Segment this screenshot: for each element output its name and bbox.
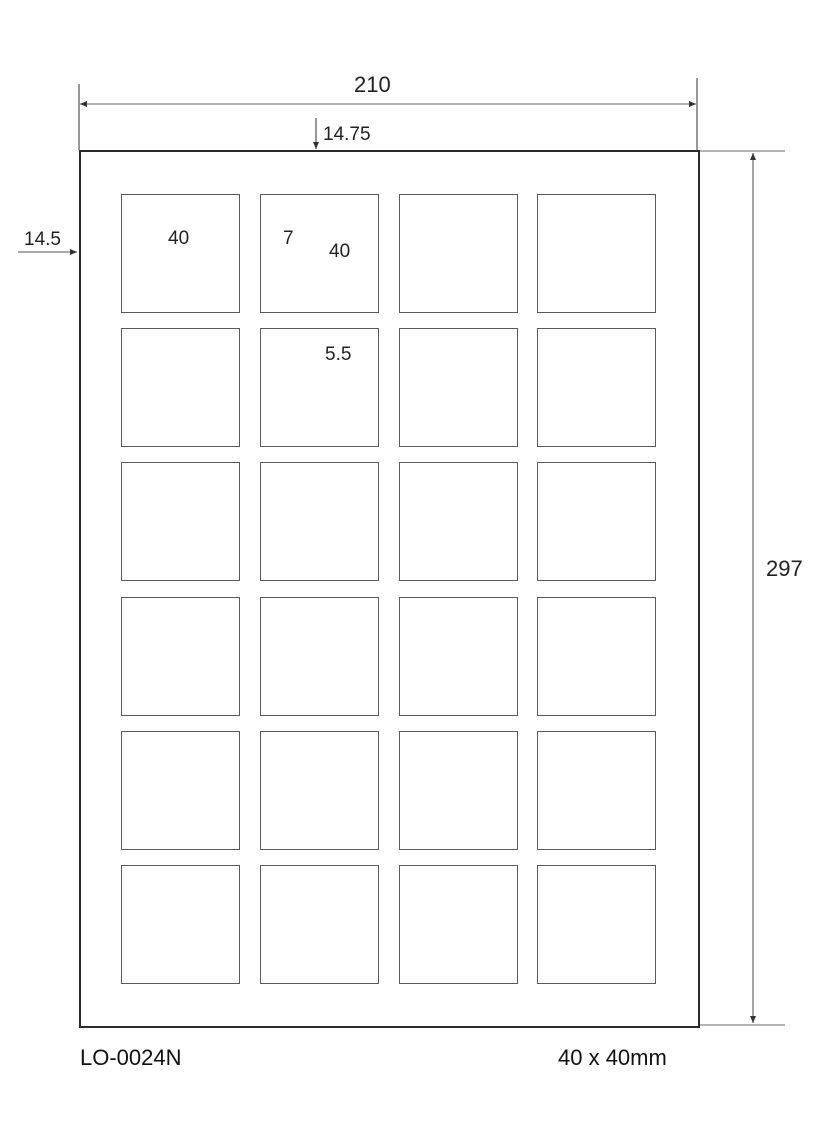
label-r6-c1 — [121, 865, 240, 984]
label-r1-c4 — [537, 194, 656, 313]
label-r5-c3 — [399, 731, 518, 850]
label-r5-c2 — [260, 731, 379, 850]
label-r3-c1 — [121, 462, 240, 581]
label-r1-c3 — [399, 194, 518, 313]
label-r6-c2 — [260, 865, 379, 984]
product-code: LO-0024N — [80, 1045, 182, 1070]
label-r3-c4 — [537, 462, 656, 581]
label-r1-c2 — [260, 194, 379, 313]
horizontal-gap-dimension: 7 — [283, 228, 294, 249]
label-r4-c3 — [399, 597, 518, 716]
label-r4-c1 — [121, 597, 240, 716]
label-r2-c1 — [121, 328, 240, 447]
label-r6-c4 — [537, 865, 656, 984]
label-height-dimension: 40 — [329, 241, 351, 262]
label-r5-c4 — [537, 731, 656, 850]
label-r6-c3 — [399, 865, 518, 984]
sheet-height-dimension: 297 — [766, 556, 803, 581]
label-r5-c1 — [121, 731, 240, 850]
label-r4-c2 — [260, 597, 379, 716]
label-width-dimension: 40 — [168, 228, 190, 249]
label-size-caption: 40 x 40mm — [558, 1045, 667, 1070]
label-r2-c4 — [537, 328, 656, 447]
label-r2-c2 — [260, 328, 379, 447]
top-margin-dimension: 14.75 — [323, 124, 371, 145]
label-r4-c4 — [537, 597, 656, 716]
sheet-width-dimension: 210 — [354, 72, 391, 97]
label-r3-c2 — [260, 462, 379, 581]
label-r2-c3 — [399, 328, 518, 447]
left-margin-dimension: 14.5 — [24, 229, 61, 250]
label-r1-c1 — [121, 194, 240, 313]
label-r3-c3 — [399, 462, 518, 581]
vertical-gap-dimension: 5.5 — [325, 344, 352, 365]
